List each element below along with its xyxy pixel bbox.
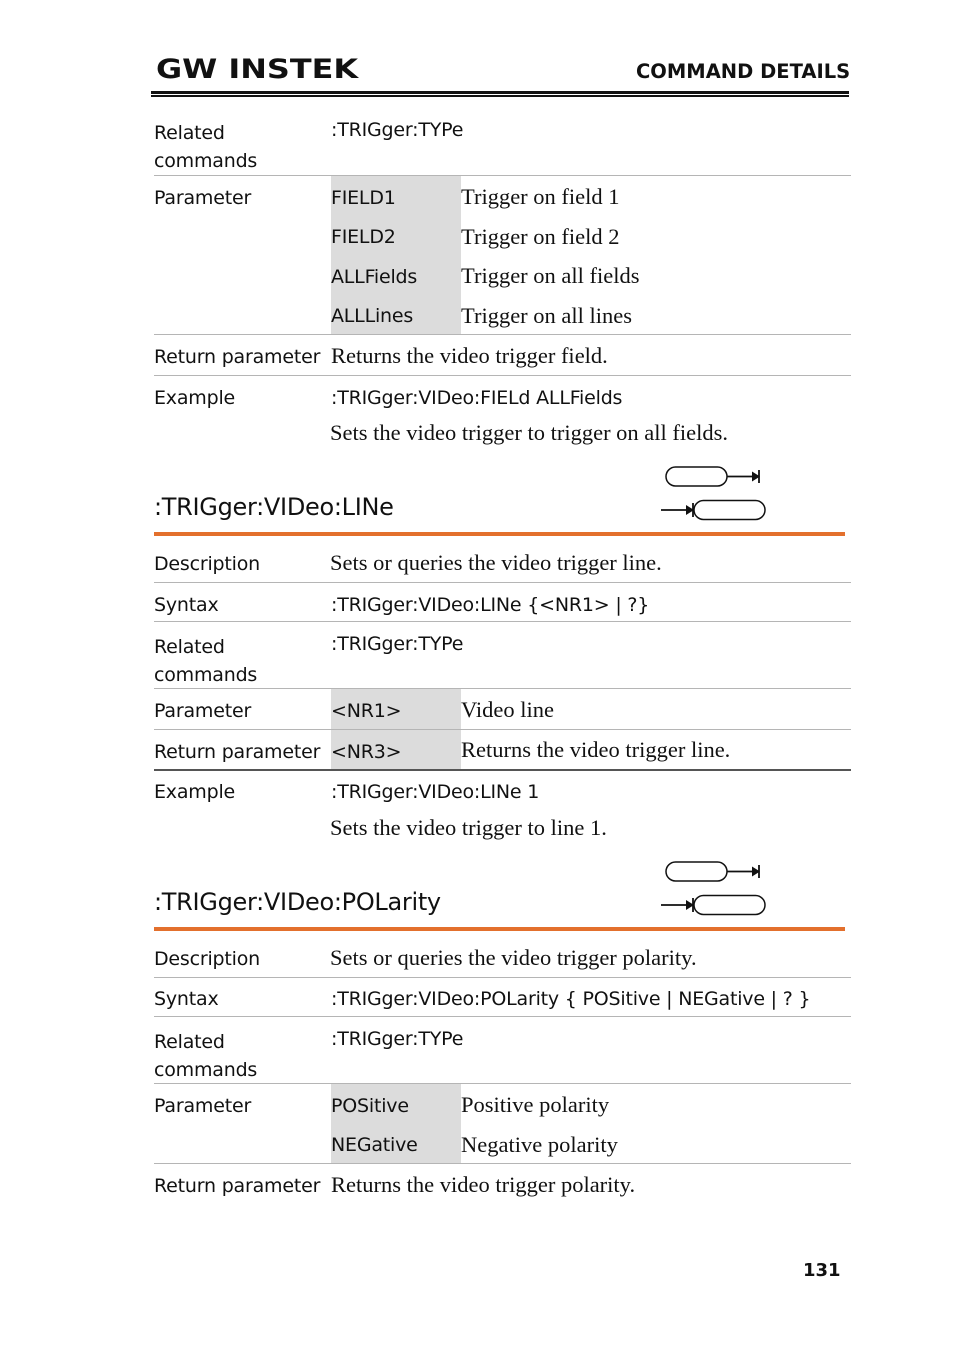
header-section-title: COMMAND DETAILS [636, 60, 851, 83]
parameter-label: Parameter [154, 700, 252, 722]
section-title: :TRIGger:VIDeo:POLarity [154, 888, 441, 916]
parameter-name: <NR1> [331, 700, 402, 722]
set-command-icon [666, 467, 760, 486]
divider [154, 334, 851, 335]
syntax-label: Syntax [154, 594, 219, 616]
parameter-label: Parameter [154, 1095, 252, 1117]
section-title-rule [154, 927, 845, 931]
section-title-rule [154, 532, 845, 536]
description-label: Description [154, 948, 261, 970]
parameter-desc: Trigger on all fields [461, 263, 640, 288]
divider [154, 375, 851, 376]
header-rule-thin [151, 95, 849, 97]
divider [154, 1083, 851, 1084]
divider [154, 977, 851, 978]
parameter-desc: Negative polarity [461, 1132, 618, 1157]
parameter-desc: Trigger on all lines [461, 303, 633, 328]
related-commands-label: Related commands [154, 122, 258, 172]
divider [154, 688, 851, 689]
divider [154, 769, 851, 771]
example-command: :TRIGger:VIDeo:FIELd ALLFields [331, 387, 623, 409]
example-description: Sets the video trigger to line 1. [330, 815, 607, 840]
divider [154, 1016, 851, 1017]
divider [154, 1163, 851, 1164]
return-parameter-value: Returns the video trigger polarity. [331, 1172, 636, 1197]
section-title: :TRIGger:VIDeo:LINe [154, 493, 394, 521]
example-label: Example [154, 781, 236, 803]
query-command-icon [661, 896, 765, 915]
return-parameter-label: Return parameter [154, 1175, 321, 1197]
description-value: Sets or queries the video trigger polarity. [330, 945, 697, 970]
parameter-name: FIELD1 [331, 187, 396, 209]
set-query-icon [660, 465, 768, 523]
parameter-name: ALLLines [331, 305, 414, 327]
syntax-value: :TRIGger:VIDeo:POLarity { POSitive | NEGative | ? } [331, 988, 811, 1010]
set-command-icon [666, 862, 760, 881]
description-value: Sets or queries the video trigger line. [330, 550, 662, 575]
syntax-value: :TRIGger:VIDeo:LINe {<NR1> | ?} [331, 594, 650, 616]
related-commands-value: :TRIGger:TYPe [331, 633, 464, 655]
divider [154, 582, 851, 583]
example-description: Sets the video trigger to trigger on all fields. [330, 420, 729, 445]
parameter-name: NEGative [331, 1134, 418, 1156]
return-parameter-label: Return parameter [154, 346, 321, 368]
parameter-desc: Trigger on field 1 [461, 184, 620, 209]
return-parameter-label: Return parameter [154, 741, 321, 763]
related-commands-value: :TRIGger:TYPe [331, 1028, 464, 1050]
example-label: Example [154, 387, 236, 409]
example-command: :TRIGger:VIDeo:LINe 1 [331, 781, 540, 803]
related-commands-label: Related commands [154, 636, 258, 686]
parameter-name: FIELD2 [331, 226, 396, 248]
header-rule [151, 91, 849, 94]
divider [154, 621, 851, 622]
parameter-desc: Video line [461, 697, 554, 722]
gw-instek-logo: GW INSTEK [156, 54, 359, 85]
parameter-name: POSitive [331, 1095, 409, 1117]
related-commands-label: Related commands [154, 1031, 258, 1081]
query-command-icon [661, 501, 765, 520]
return-parameter-desc: Returns the video trigger line. [461, 737, 731, 762]
syntax-label: Syntax [154, 988, 219, 1010]
return-parameter-value: Returns the video trigger field. [331, 343, 608, 368]
page-number: 131 [803, 1260, 841, 1281]
parameter-desc: Trigger on field 2 [461, 224, 620, 249]
return-parameter-name: <NR3> [331, 741, 402, 763]
divider [154, 729, 851, 730]
parameter-name: ALLFields [331, 266, 418, 288]
parameter-desc: Positive polarity [461, 1092, 610, 1117]
related-commands-value: :TRIGger:TYPe [331, 119, 464, 141]
parameter-label: Parameter [154, 187, 252, 209]
divider [154, 175, 851, 176]
set-query-icon [660, 860, 768, 918]
description-label: Description [154, 553, 261, 575]
